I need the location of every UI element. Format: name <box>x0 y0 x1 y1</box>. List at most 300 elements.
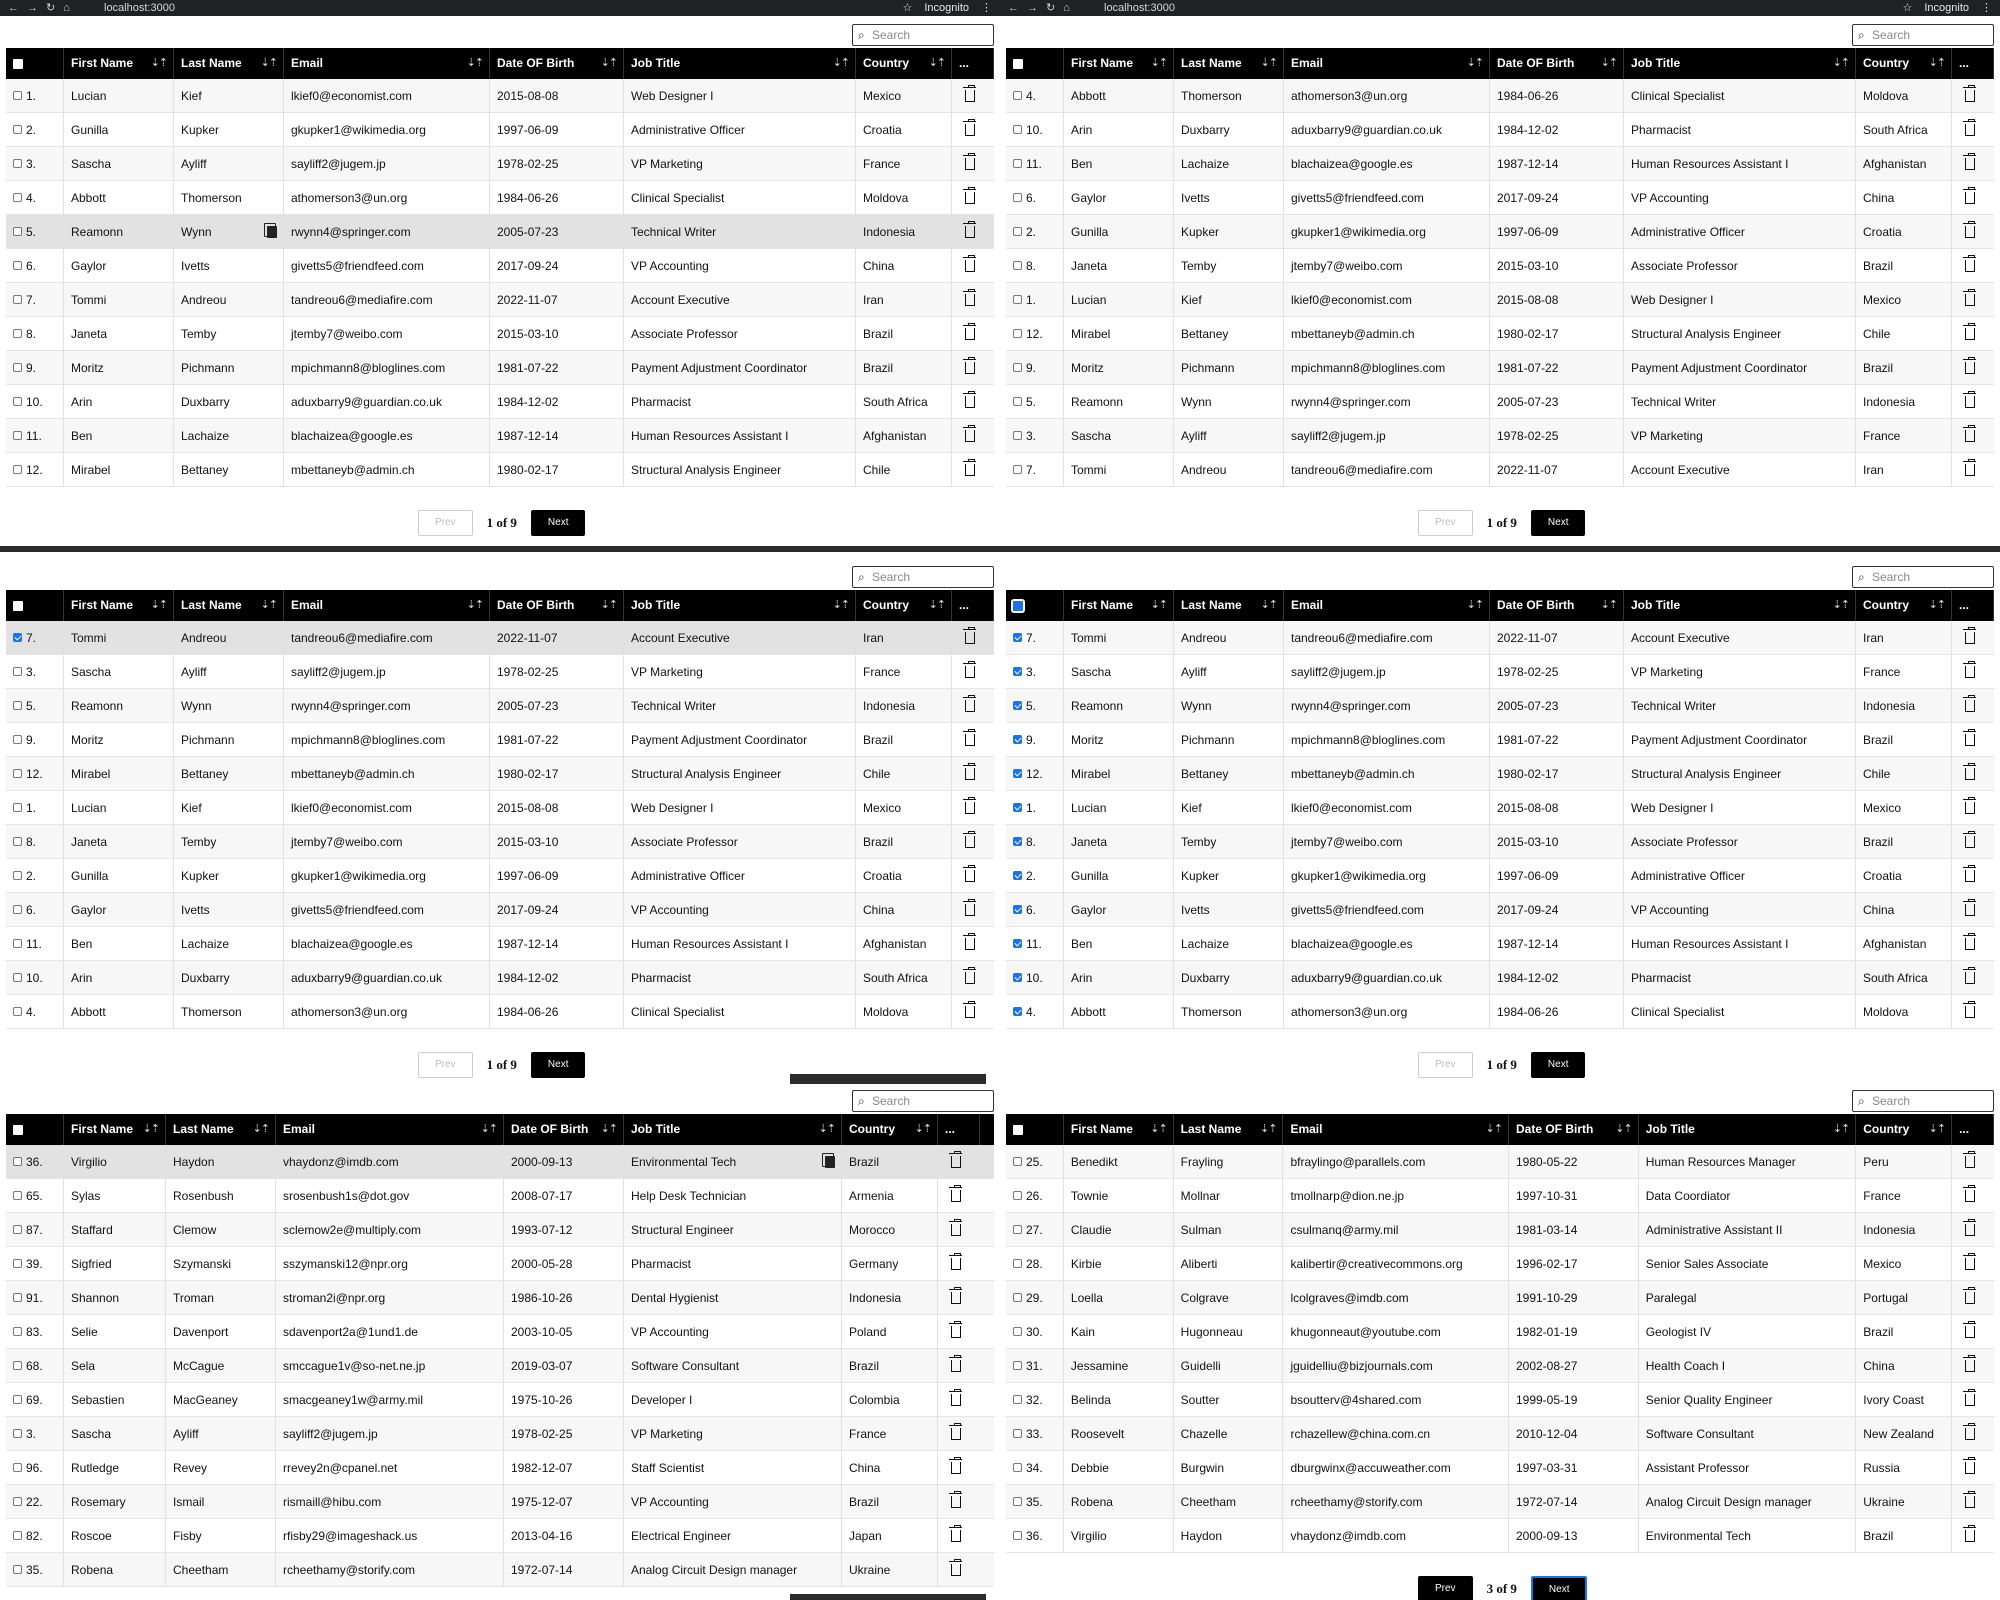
first-name-cell[interactable] <box>1064 791 1174 825</box>
dob-cell[interactable] <box>490 249 624 283</box>
last-name-cell[interactable] <box>166 1519 276 1553</box>
first-name-cell[interactable] <box>64 1349 166 1383</box>
job-title-cell[interactable] <box>1624 961 1856 995</box>
email-cell[interactable] <box>1284 317 1490 351</box>
sort-icon[interactable]: ⇣⇡ <box>600 57 617 69</box>
first-name-cell[interactable] <box>1064 1383 1174 1417</box>
row-checkbox[interactable] <box>13 1361 22 1370</box>
email-cell[interactable] <box>276 1519 504 1553</box>
first-name-cell[interactable] <box>64 927 174 961</box>
column-header[interactable] <box>1856 1114 1952 1145</box>
trash-icon[interactable] <box>1965 294 1975 306</box>
email-cell[interactable] <box>1284 147 1490 181</box>
row-select-cell[interactable] <box>6 859 64 893</box>
table-row[interactable] <box>6 351 994 385</box>
column-header[interactable] <box>1624 48 1856 79</box>
job-title-cell[interactable] <box>1624 181 1856 215</box>
last-name-cell[interactable] <box>174 893 284 927</box>
row-select-cell[interactable] <box>6 385 64 419</box>
search-input[interactable]: ⌕ Search <box>1852 566 1994 588</box>
trash-icon[interactable] <box>965 836 975 848</box>
job-title-cell[interactable] <box>624 453 856 487</box>
row-checkbox[interactable] <box>1013 803 1022 812</box>
last-name-cell[interactable] <box>1174 1383 1284 1417</box>
first-name-cell[interactable] <box>64 181 174 215</box>
row-select-cell[interactable] <box>1006 655 1064 689</box>
sort-icon[interactable]: ⇣⇡ <box>600 1123 617 1135</box>
row-checkbox[interactable] <box>13 1007 22 1016</box>
email-cell[interactable] <box>1283 1213 1509 1247</box>
column-header[interactable] <box>284 48 490 79</box>
trash-icon[interactable] <box>1965 1496 1975 1508</box>
row-checkbox[interactable] <box>1013 159 1022 168</box>
sort-icon[interactable]: ⇣⇡ <box>1150 57 1167 69</box>
row-select-cell[interactable] <box>1006 1417 1064 1451</box>
sort-icon[interactable]: ⇣⇡ <box>1832 599 1849 611</box>
row-select-cell[interactable] <box>6 1213 64 1247</box>
country-cell[interactable] <box>856 723 952 757</box>
row-checkbox[interactable] <box>1013 91 1022 100</box>
trash-icon[interactable] <box>1965 362 1975 374</box>
search-input[interactable]: ⌕ Search <box>1852 1090 1994 1112</box>
job-title-cell[interactable] <box>1624 655 1856 689</box>
sort-icon[interactable]: ⇣⇡ <box>1928 57 1945 69</box>
email-cell[interactable] <box>284 215 490 249</box>
trash-icon[interactable] <box>965 768 975 780</box>
country-cell[interactable] <box>1856 147 1952 181</box>
dob-cell[interactable] <box>490 825 624 859</box>
row-select-cell[interactable] <box>1006 893 1064 927</box>
trash-icon[interactable] <box>1965 226 1975 238</box>
job-title-cell[interactable] <box>624 927 856 961</box>
country-cell[interactable] <box>856 317 952 351</box>
first-name-cell[interactable] <box>1064 317 1174 351</box>
last-name-cell[interactable] <box>166 1281 276 1315</box>
country-cell[interactable] <box>856 893 952 927</box>
row-select-cell[interactable] <box>6 689 64 723</box>
row-select-cell[interactable] <box>6 621 64 655</box>
first-name-cell[interactable] <box>64 1315 166 1349</box>
copy-icon[interactable] <box>825 1156 835 1168</box>
last-name-cell[interactable] <box>1174 1349 1284 1383</box>
first-name-cell[interactable] <box>64 791 174 825</box>
scrollbar-thumb[interactable] <box>790 1074 986 1084</box>
last-name-cell[interactable] <box>174 419 284 453</box>
row-select-cell[interactable] <box>1006 1519 1064 1553</box>
email-cell[interactable] <box>1284 453 1490 487</box>
sort-icon[interactable]: ⇣⇡ <box>1928 1123 1946 1135</box>
trash-icon[interactable] <box>965 192 975 204</box>
table-row[interactable] <box>1006 317 1994 351</box>
job-title-cell[interactable] <box>624 317 856 351</box>
trash-icon[interactable] <box>1965 1360 1975 1372</box>
trash-icon[interactable] <box>951 1462 961 1474</box>
row-select-cell[interactable] <box>6 113 64 147</box>
row-checkbox[interactable] <box>13 125 22 134</box>
row-select-cell[interactable] <box>1006 961 1064 995</box>
select-all-checkbox[interactable] <box>1013 59 1023 69</box>
job-title-cell[interactable] <box>1639 1519 1857 1553</box>
first-name-cell[interactable] <box>64 419 174 453</box>
job-title-cell[interactable] <box>624 1213 842 1247</box>
table-row[interactable] <box>6 249 994 283</box>
row-checkbox[interactable] <box>13 1463 22 1472</box>
row-checkbox[interactable] <box>13 1191 22 1200</box>
last-name-cell[interactable] <box>1174 147 1284 181</box>
first-name-cell[interactable] <box>64 723 174 757</box>
row-checkbox[interactable] <box>13 1395 22 1404</box>
row-select-cell[interactable] <box>1006 215 1064 249</box>
trash-icon[interactable] <box>1965 1462 1975 1474</box>
email-cell[interactable] <box>1284 825 1490 859</box>
country-cell[interactable] <box>856 419 952 453</box>
row-checkbox[interactable] <box>1013 667 1022 676</box>
select-all-cell[interactable] <box>6 590 64 621</box>
dob-cell[interactable] <box>1509 1451 1639 1485</box>
dob-cell[interactable] <box>1490 385 1624 419</box>
country-cell[interactable] <box>1856 419 1952 453</box>
row-checkbox[interactable] <box>13 1531 22 1540</box>
table-row[interactable] <box>1006 1179 1994 1213</box>
job-title-cell[interactable] <box>624 893 856 927</box>
sort-icon[interactable]: ⇣⇡ <box>480 1123 497 1135</box>
dob-cell[interactable] <box>504 1213 624 1247</box>
first-name-cell[interactable] <box>1064 1519 1174 1553</box>
country-cell[interactable] <box>1856 453 1952 487</box>
table-row[interactable] <box>1006 1281 1994 1315</box>
job-title-cell[interactable] <box>1624 757 1856 791</box>
country-cell[interactable] <box>1856 995 1952 1029</box>
row-select-cell[interactable] <box>1006 1451 1064 1485</box>
dob-cell[interactable] <box>504 1417 624 1451</box>
dob-cell[interactable] <box>1490 419 1624 453</box>
row-checkbox[interactable] <box>1013 363 1022 372</box>
column-header[interactable] <box>856 48 952 79</box>
dob-cell[interactable] <box>490 419 624 453</box>
sort-icon[interactable]: ⇣⇡ <box>832 57 849 69</box>
dob-cell[interactable] <box>490 113 624 147</box>
browser-nav-icons[interactable]: ←→↻⌂ <box>8 2 78 14</box>
first-name-cell[interactable] <box>1064 147 1174 181</box>
table-row[interactable] <box>6 147 994 181</box>
country-cell[interactable] <box>856 961 952 995</box>
dob-cell[interactable] <box>490 961 624 995</box>
email-cell[interactable] <box>276 1281 504 1315</box>
country-cell[interactable] <box>842 1519 938 1553</box>
job-title-cell[interactable] <box>624 1485 842 1519</box>
table-row[interactable] <box>6 927 994 961</box>
prev-button[interactable]: Prev <box>418 510 473 536</box>
email-cell[interactable] <box>1284 215 1490 249</box>
job-title-cell[interactable] <box>624 825 856 859</box>
copy-icon[interactable] <box>267 226 277 238</box>
table-row[interactable] <box>1006 385 1994 419</box>
table-row[interactable] <box>6 995 994 1029</box>
country-cell[interactable] <box>856 757 952 791</box>
first-name-cell[interactable] <box>64 1281 166 1315</box>
job-title-cell[interactable] <box>1624 453 1856 487</box>
table-row[interactable] <box>6 1145 994 1179</box>
column-header[interactable] <box>504 1114 624 1145</box>
job-title-cell[interactable] <box>1624 419 1856 453</box>
trash-icon[interactable] <box>965 396 975 408</box>
table-row[interactable] <box>6 723 994 757</box>
first-name-cell[interactable] <box>64 113 174 147</box>
table-row[interactable] <box>1006 1417 1994 1451</box>
job-title-cell[interactable] <box>624 1519 842 1553</box>
sort-icon[interactable]: ⇣⇡ <box>928 599 945 611</box>
country-cell[interactable] <box>856 825 952 859</box>
last-name-cell[interactable] <box>174 757 284 791</box>
job-title-cell[interactable] <box>624 1315 842 1349</box>
column-header[interactable] <box>1064 48 1174 79</box>
trash-icon[interactable] <box>965 124 975 136</box>
job-title-cell[interactable] <box>624 995 856 1029</box>
job-title-cell[interactable] <box>1624 859 1856 893</box>
table-row[interactable] <box>6 655 994 689</box>
first-name-cell[interactable] <box>64 961 174 995</box>
table-row[interactable] <box>1006 1485 1994 1519</box>
table-row[interactable] <box>1006 689 1994 723</box>
row-checkbox[interactable] <box>1013 1497 1022 1506</box>
column-header[interactable] <box>1064 1114 1174 1145</box>
last-name-cell[interactable] <box>174 859 284 893</box>
last-name-cell[interactable] <box>1174 1519 1284 1553</box>
job-title-cell[interactable] <box>624 113 856 147</box>
dob-cell[interactable] <box>490 385 624 419</box>
trash-icon[interactable] <box>965 700 975 712</box>
column-header[interactable] <box>952 590 994 621</box>
row-checkbox[interactable] <box>13 667 22 676</box>
trash-icon[interactable] <box>1965 90 1975 102</box>
row-checkbox[interactable] <box>13 735 22 744</box>
select-all-checkbox[interactable] <box>13 601 23 611</box>
email-cell[interactable] <box>1283 1247 1509 1281</box>
trash-icon[interactable] <box>951 1224 961 1236</box>
last-name-cell[interactable] <box>1174 927 1284 961</box>
email-cell[interactable] <box>284 859 490 893</box>
dob-cell[interactable] <box>490 181 624 215</box>
sort-icon[interactable]: ⇣⇡ <box>818 1123 835 1135</box>
job-title-cell[interactable] <box>1639 1281 1857 1315</box>
trash-icon[interactable] <box>1965 666 1975 678</box>
prev-button[interactable]: Prev <box>1418 510 1473 536</box>
dob-cell[interactable] <box>1490 859 1624 893</box>
trash-icon[interactable] <box>1965 192 1975 204</box>
first-name-cell[interactable] <box>1064 1349 1174 1383</box>
country-cell[interactable] <box>856 927 952 961</box>
sort-icon[interactable]: ⇣⇡ <box>1466 599 1483 611</box>
first-name-cell[interactable] <box>1064 215 1174 249</box>
country-cell[interactable] <box>1856 181 1952 215</box>
row-checkbox[interactable] <box>1013 1361 1022 1370</box>
row-checkbox[interactable] <box>1013 1429 1022 1438</box>
sort-icon[interactable]: ⇣⇡ <box>1150 1123 1167 1135</box>
last-name-cell[interactable] <box>1174 655 1284 689</box>
sort-icon[interactable]: ⇣⇡ <box>1600 599 1617 611</box>
email-cell[interactable] <box>276 1451 504 1485</box>
column-header[interactable] <box>64 48 174 79</box>
email-cell[interactable] <box>276 1247 504 1281</box>
country-cell[interactable] <box>1856 249 1952 283</box>
table-row[interactable] <box>6 1213 994 1247</box>
dob-cell[interactable] <box>490 893 624 927</box>
trash-icon[interactable] <box>1965 158 1975 170</box>
row-checkbox[interactable] <box>1013 973 1022 982</box>
dob-cell[interactable] <box>1490 249 1624 283</box>
row-select-cell[interactable] <box>1006 351 1064 385</box>
dob-cell[interactable] <box>490 995 624 1029</box>
sort-icon[interactable]: ⇣⇡ <box>1260 57 1277 69</box>
dob-cell[interactable] <box>504 1281 624 1315</box>
trash-icon[interactable] <box>1965 1326 1975 1338</box>
table-row[interactable] <box>1006 859 1994 893</box>
last-name-cell[interactable] <box>174 317 284 351</box>
table-row[interactable] <box>1006 351 1994 385</box>
trash-icon[interactable] <box>1965 700 1975 712</box>
column-header[interactable] <box>1639 1114 1857 1145</box>
trash-icon[interactable] <box>965 632 975 644</box>
last-name-cell[interactable] <box>1174 1281 1284 1315</box>
prev-button[interactable]: Prev <box>418 1052 473 1078</box>
row-select-cell[interactable] <box>6 1553 64 1587</box>
first-name-cell[interactable] <box>64 79 174 113</box>
search-input[interactable]: ⌕ Search <box>852 566 994 588</box>
table-row[interactable] <box>6 689 994 723</box>
row-checkbox[interactable] <box>1013 1225 1022 1234</box>
row-select-cell[interactable] <box>1006 995 1064 1029</box>
row-select-cell[interactable] <box>6 317 64 351</box>
job-title-cell[interactable] <box>1624 689 1856 723</box>
dob-cell[interactable] <box>1490 317 1624 351</box>
row-select-cell[interactable] <box>6 893 64 927</box>
dob-cell[interactable] <box>490 351 624 385</box>
last-name-cell[interactable] <box>174 181 284 215</box>
first-name-cell[interactable] <box>64 1179 166 1213</box>
column-header[interactable] <box>1490 590 1624 621</box>
table-row[interactable] <box>6 825 994 859</box>
dob-cell[interactable] <box>504 1145 624 1179</box>
last-name-cell[interactable] <box>1174 961 1284 995</box>
scrollbar-thumb[interactable] <box>790 1594 986 1600</box>
row-checkbox[interactable] <box>1013 735 1022 744</box>
first-name-cell[interactable] <box>64 1417 166 1451</box>
first-name-cell[interactable] <box>1064 757 1174 791</box>
country-cell[interactable] <box>856 689 952 723</box>
table-row[interactable] <box>1006 791 1994 825</box>
row-checkbox[interactable] <box>1013 769 1022 778</box>
trash-icon[interactable] <box>951 1496 961 1508</box>
next-button[interactable]: Next <box>1531 1576 1588 1600</box>
dob-cell[interactable] <box>1490 995 1624 1029</box>
table-row[interactable] <box>6 113 994 147</box>
row-select-cell[interactable] <box>1006 181 1064 215</box>
last-name-cell[interactable] <box>174 249 284 283</box>
dob-cell[interactable] <box>504 1349 624 1383</box>
row-select-cell[interactable] <box>6 791 64 825</box>
trash-icon[interactable] <box>965 666 975 678</box>
row-checkbox[interactable] <box>1013 431 1022 440</box>
dob-cell[interactable] <box>490 317 624 351</box>
last-name-cell[interactable] <box>174 621 284 655</box>
country-cell[interactable] <box>1856 859 1952 893</box>
row-checkbox[interactable] <box>1013 1293 1022 1302</box>
table-row[interactable] <box>6 215 994 249</box>
menu-icon[interactable]: ⋮ <box>1981 2 1992 14</box>
country-cell[interactable] <box>1856 283 1952 317</box>
job-title-cell[interactable] <box>1624 927 1856 961</box>
row-checkbox[interactable] <box>13 193 22 202</box>
sort-icon[interactable]: ⇣⇡ <box>150 57 167 69</box>
row-select-cell[interactable] <box>6 181 64 215</box>
row-checkbox[interactable] <box>13 1497 22 1506</box>
job-title-cell[interactable] <box>624 283 856 317</box>
dob-cell[interactable] <box>1509 1247 1639 1281</box>
table-row[interactable] <box>6 791 994 825</box>
job-title-cell[interactable] <box>624 689 856 723</box>
row-select-cell[interactable] <box>6 655 64 689</box>
row-checkbox[interactable] <box>13 295 22 304</box>
email-cell[interactable] <box>1284 351 1490 385</box>
email-cell[interactable] <box>284 723 490 757</box>
trash-icon[interactable] <box>951 1292 961 1304</box>
trash-icon[interactable] <box>1965 1190 1975 1202</box>
sort-icon[interactable]: ⇣⇡ <box>260 57 277 69</box>
trash-icon[interactable] <box>1965 734 1975 746</box>
table-row[interactable] <box>6 419 994 453</box>
sort-icon[interactable]: ⇣⇡ <box>1615 1123 1632 1135</box>
column-header[interactable] <box>1174 590 1284 621</box>
row-checkbox[interactable] <box>13 465 22 474</box>
country-cell[interactable] <box>1856 1281 1952 1315</box>
dob-cell[interactable] <box>1490 79 1624 113</box>
row-checkbox[interactable] <box>1013 295 1022 304</box>
table-row[interactable] <box>1006 1451 1994 1485</box>
trash-icon[interactable] <box>965 802 975 814</box>
search-input[interactable]: ⌕ Search <box>852 24 994 46</box>
job-title-cell[interactable] <box>1639 1383 1857 1417</box>
last-name-cell[interactable] <box>1174 791 1284 825</box>
dob-cell[interactable] <box>1490 147 1624 181</box>
dob-cell[interactable] <box>1509 1519 1639 1553</box>
row-checkbox[interactable] <box>1013 465 1022 474</box>
table-row[interactable] <box>1006 757 1994 791</box>
trash-icon[interactable] <box>1965 1156 1975 1168</box>
country-cell[interactable] <box>842 1179 938 1213</box>
row-checkbox[interactable] <box>13 871 22 880</box>
trash-icon[interactable] <box>965 1006 975 1018</box>
column-header[interactable] <box>1174 48 1284 79</box>
first-name-cell[interactable] <box>1064 419 1174 453</box>
table-row[interactable] <box>1006 181 1994 215</box>
country-cell[interactable] <box>856 385 952 419</box>
row-checkbox[interactable] <box>13 1293 22 1302</box>
country-cell[interactable] <box>1856 215 1952 249</box>
column-header[interactable] <box>64 590 174 621</box>
row-select-cell[interactable] <box>1006 621 1064 655</box>
row-select-cell[interactable] <box>6 419 64 453</box>
row-select-cell[interactable] <box>1006 1349 1064 1383</box>
sort-icon[interactable]: ⇣⇡ <box>260 599 277 611</box>
country-cell[interactable] <box>856 79 952 113</box>
select-all-checkbox[interactable] <box>13 1125 23 1135</box>
job-title-cell[interactable] <box>1639 1145 1857 1179</box>
trash-icon[interactable] <box>1965 430 1975 442</box>
job-title-cell[interactable] <box>1639 1349 1857 1383</box>
country-cell[interactable] <box>1856 1179 1952 1213</box>
row-select-cell[interactable] <box>6 351 64 385</box>
email-cell[interactable] <box>284 927 490 961</box>
